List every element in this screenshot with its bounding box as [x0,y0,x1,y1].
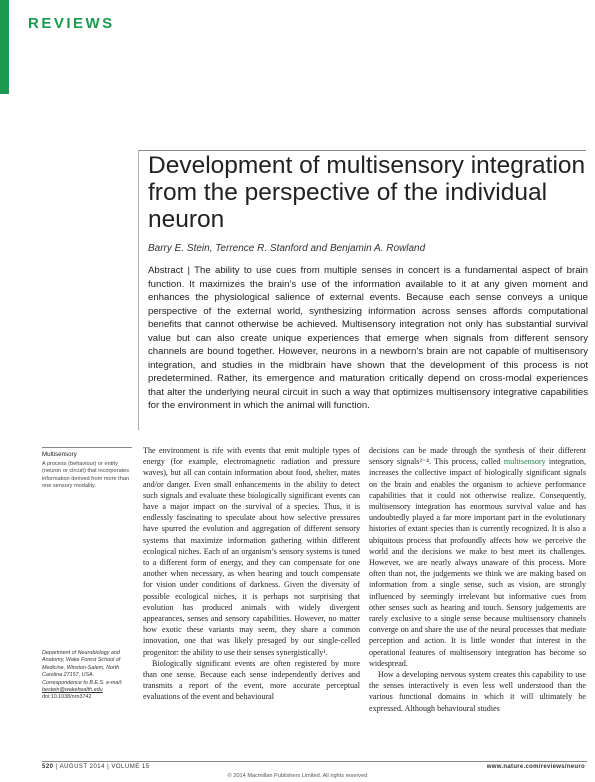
body-text: decisions can be made through the synthesis of their different sensory signals²⁻⁴. This process, called [369,446,586,467]
affiliation-correspondence: Correspondence to B.E.S. e-mail: [42,679,123,686]
article-authors: Barry E. Stein, Terrence R. Stanford and Benjamin A. Rowland [148,243,426,254]
section-label: REVIEWS [28,15,115,32]
affiliation-doi: doi:10.1038/nrn3742 [42,694,92,701]
body-column-1 [143,445,360,703]
body-paragraph [369,445,586,669]
affiliation-email-link[interactable]: bestein@wakehealth.edu [42,687,103,694]
journal-url-link[interactable]: www.nature.com/reviews/neuro [486,764,585,770]
body-paragraph: How a developing nervous system creates this capability to use the senses interactively is even less well understood than the various functional domains in which it will ultimately be expressed. Although behavioural studies [369,670,586,713]
glossary-box [42,451,132,491]
copyright-notice: © 2014 Macmillan Publishers Limited. All rights reserved [227,773,368,779]
article-abstract: Abstract | The ability to use cues from multiple senses in concert is a fundamental aspect of brain function. It maximizes the brain’s use of the information available to it at any given moment and enhances the physiological salience of external events. Because each sense conveys a unique perspective of the external world, synthesizing information across senses affords computational benefits that cannot otherwise be achieved. Multisensory integration not only has substantial survival value but can also create unique experiences that emerge when signals from different sensory channels are bound together. However, neurons in a newborn’s brain are not capable of multisensory integration, and studies in the midbrain have shown that the development of this process is not predetermined. Rather, its emergence and maturation critically depend on cross-modal experiences that alter the underlying neural circuit in such a way that optimizes multisensory integrative capabilities for the environment in which the animal will function. [148,265,588,411]
affiliation-dept: Department of Neurobiology and Anatomy, Wake Forest School of Medicine, Winston-Salem, North Carolina 27157, USA. [42,650,121,679]
glossary-definition: A process (behaviour) or entity (neuron or circuit) that incorporates information derived from more than one sensory modality. [42,460,130,490]
body-text: integration, increases the collective impact of biologically significant signals on the brain and enables the organism to achieve performance capabilities that it could not otherwise realize. Consequently, multisensory integration has enormous survival value and has undoubtedly played a far more important part in the evolutionary histories of extant species than is currently recognized. It is also a ubiquitous process that profoundly affects how we perceive the world and the decisions we make to best meet its challenges. However, we are nearly always unaware of this process. More often than not, the judgements we think we are making based on information from a single sense, such as vision, are strongly influenced by seemingly irrelevant but informative cues from other senses such as hearing and touch. Sensory judgements are rarely exclusive to a single sense because multisensory channels converge on and share the use of the neural processes that mediate perception and action. It is little wonder that interest in the operational features of multisensory integration has become so widespread. [369,457,587,668]
footer-rule [42,761,587,762]
title-rule [138,150,586,151]
glossary-rule [42,447,132,448]
glossary-term: Multisensory [42,451,77,458]
body-paragraph: The environment is rife with events that emit multiple types of energy (for example, electromagnetic radiation and pressure waves), but all can contain information about food, shelter, mates and/or danger. Even small enhancements in the ability to detect such signals and evaluate these biologically significant events can have a major impact on the survival of a species. Thus, it is endlessly fascinating to speculate about how selective pressures have spurred the evolution and aggregation of different sensory systems that maximize information gathering within different ecological niches. Each of an organism’s sensory systems is tuned to a different form of energy, and they can compensate for one another when necessary, as when hearing and touch compensate for vision under conditions of darkness. Given the diversity of possible ecological niches, it is perhaps not surprising that evolution has produced animals with widely divergent appearances, senses and sensory capabilities. However, no matter how exotic these variants may seem, they share a common innovation, one that was likely presaged by our single-celled progenitor: the ability to use their senses synergistically¹. [143,446,360,657]
body-paragraph: Biologically significant events are often registered by more than one sense. Because each sense independently derives and transmits a report of the event, more accurate perceptual evaluations of the event and behavioural [143,658,360,702]
page-number: 520 [42,764,54,770]
author-affiliation [42,650,134,702]
footer-issue-info [42,764,150,770]
glossary-term-link[interactable]: multisensory [503,457,546,467]
title-vertical-rule [138,150,139,430]
section-accent-bar [0,0,9,94]
body-column-2 [369,445,586,714]
article-title: Development of multisensory integration from the perspective of the individual neuron [148,152,586,233]
issue-info: | AUGUST 2014 | VOLUME 15 [53,764,150,770]
